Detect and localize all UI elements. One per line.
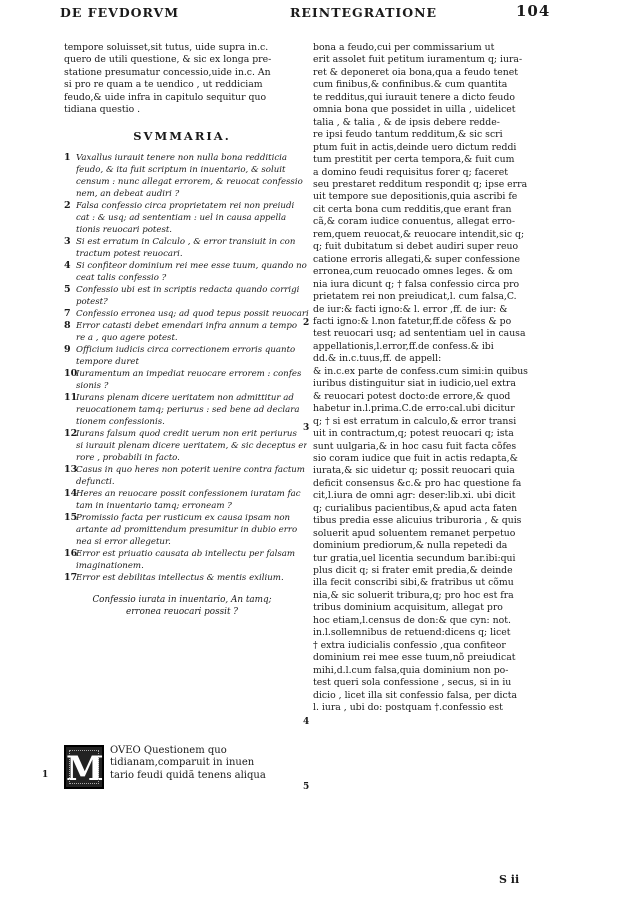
text-line: cit certa bona cum redditis,que erant fran (313, 203, 512, 215)
summaria-number: 9 (64, 344, 71, 356)
summaria-item (64, 392, 300, 428)
summaria-number: 13 (64, 464, 78, 476)
summaria-line: Vaxallus iurauit tenere non nulla bona redditicia (76, 153, 288, 164)
summaria-item (64, 152, 303, 200)
text-line: te redditus,qui iurauit tenere a dicto feudo (313, 91, 515, 103)
text-line: si pro re quam a te uendico , ut reddiciam (64, 79, 263, 91)
text-line: tidianam,comparuit in inuen (110, 757, 255, 769)
text-line: quero de utili questione, & sic ex longa pre- (64, 54, 272, 66)
summaria-line: defuncti. (76, 477, 115, 488)
left-column (64, 42, 309, 618)
summaria-text (76, 236, 300, 260)
summaria-text (76, 464, 305, 488)
text-line: test queri sola confessione , secus, si in iu (313, 677, 512, 689)
summaria-text (76, 392, 300, 428)
margin-number: 1 (42, 770, 49, 780)
summaria-number: 2 (64, 200, 71, 212)
summaria-text (76, 344, 300, 368)
summaria-line: potest? (76, 297, 108, 308)
summaria-line: reuocationem tamq; periurus : sed bene ad declara (76, 405, 300, 416)
running-header (60, 2, 550, 24)
summaria-line: Error catasti debet emendari infra annum a tempo (76, 321, 298, 332)
summaria-text (76, 488, 301, 512)
text-line: cã,& coram iudice conuentus, allegat erro- (313, 216, 516, 228)
text-line: omnia bona que possidet in uilla , uidelicet (313, 104, 516, 116)
text-line: dominium rei mee esse tuum,nõ preiudicat (313, 652, 516, 664)
text-line: uit tempore sue depositionis,quia ascribi fe (313, 191, 518, 203)
text-line: q; fuit dubitatum si debet audiri super reuo (313, 241, 519, 253)
text-line: iurata,& sic uidetur q; possit reuocari quia (313, 465, 515, 477)
summaria-line: Iurans falsum quod credit uerum non erit periurus (76, 429, 297, 440)
summaria-item (64, 260, 307, 284)
summaria-line: imaginationem. (76, 561, 144, 572)
summaria-number: 17 (64, 572, 78, 584)
summaria-number: 10 (64, 368, 78, 380)
text-line: appellationis,l.error,ff.de confess.& ibi (313, 340, 494, 352)
page-number: 104 (516, 2, 551, 20)
summaria-item (64, 488, 300, 512)
summaria-item (64, 368, 300, 392)
summaria-number: 7 (64, 308, 71, 320)
summaria-line: Heres an reuocare possit confessionem iuratam fac (76, 489, 301, 500)
summaria-line: ceat talis confessio ? (76, 273, 167, 284)
summaria-item (64, 236, 300, 260)
summaria-item (64, 308, 309, 320)
text-line: cum finibus,& confinibus.& cum quantita (313, 79, 508, 91)
summaria-text (76, 512, 300, 548)
text-line: rem,quem reuocat,& reuocare intendit,sic q; (313, 228, 525, 240)
text-line: statione presumatur concessio,uide in.c. An (64, 66, 271, 78)
summaria-line: Confessio ubi est in scriptis redacta quando corrigi (76, 285, 300, 296)
right-column (313, 42, 543, 714)
summaria-heading: SVMMARIA. (133, 129, 231, 143)
text-line: tur gratia,uel licentia secundum bar.ibi:qui (313, 552, 516, 564)
margin-number: 4 (303, 717, 310, 727)
summaria-number: 15 (64, 512, 78, 524)
text-line: OVEO Questionem quo (110, 745, 227, 756)
text-line: mihi,d.l.cum falsa,quia dominium non po- (313, 664, 509, 676)
summaria-item (64, 548, 300, 572)
text-line: dd.& in.c.tuus,ff. de appell: (313, 353, 442, 365)
text-line: plus dicit q; si frater emit predia,& deinde (313, 565, 513, 577)
summaria-number: 16 (64, 548, 78, 560)
summaria-line: tionis reuocari potest. (76, 225, 173, 236)
summaria-line: artante ad promittendum presumitur in dubio erro (76, 525, 298, 536)
summaria-line: Promissio facta per rusticum ex causa ipsam non (76, 513, 291, 524)
intro-paragraph (64, 42, 300, 117)
summaria-item (64, 320, 300, 344)
summaria-line: re a , quo agere potest. (76, 333, 178, 344)
summaria-line: Iuramentum an impediat reuocare errorem : confes (76, 369, 302, 380)
text-line: facti igno:& l.non fatetur,ff.de cõfess & po (313, 315, 512, 327)
text-line: dicio , licet illa sit confessio falsa, per dicta (313, 689, 518, 701)
text-line: tempore soluisset,sit tutus, uide supra in.c. (64, 42, 269, 53)
summaria-line: Casus in quo heres non poterit uenire contra factum (76, 465, 305, 476)
summaria-item (64, 284, 300, 308)
summaria-number: 14 (64, 488, 78, 500)
opening-text (110, 745, 266, 782)
margin-number: 5 (303, 782, 310, 792)
text-line: prietatem rei non preiudicat,l. cum falsa,C. (313, 291, 517, 303)
text-line: iuribus distinguitur siat in iudicio,uel extra (313, 378, 516, 390)
rubric-line: erronea reuocari possit ? (125, 607, 238, 618)
text-line: & reuocari potest docto:de errore,& quod (313, 390, 511, 402)
summaria-item (64, 344, 300, 368)
summaria-number: 5 (64, 284, 71, 296)
summaria-line: cat : & usq; ad sententiam : uel in causa appella (76, 213, 287, 224)
summaria-line: si iurauit plenam dicere ueritatem, & sic deceptus er (76, 441, 308, 452)
text-line: ptum fuit in actis,deinde uero dictum reddi (313, 141, 517, 153)
margin-number: 2 (303, 318, 310, 328)
rubric (64, 594, 300, 618)
summaria-item (64, 464, 305, 488)
text-line: q; curialibus pacientibus,& apud acta faten (313, 502, 518, 514)
margin-number: 3 (303, 423, 310, 433)
summaria-item (64, 512, 300, 548)
text-line: sio coram iudice que fuit in actis redapta,& (313, 452, 518, 464)
text-line: & in.c.ex parte de confess.cum simi:in quibus (313, 365, 528, 377)
summaria-number: 1 (64, 152, 71, 164)
text-line: hoc etiam,l.census de don:& que cyn: not. (313, 614, 511, 626)
text-line: ret & deponeret oia bona,qua a feudo tenet (313, 66, 518, 78)
summaria-text (76, 284, 300, 308)
text-line: cit,l.iura de omni agr: deser:lib.xi. ubi dicit (313, 490, 516, 502)
summaria-line: Falsa confessio circa proprietatem rei non preiudi (76, 201, 295, 212)
summaria-line: nea si error allegetur. (76, 537, 171, 548)
summaria-line: Si est erratum in Calculo , & error transiuit in con (76, 237, 296, 248)
text-line: erronea,cum reuocado omnes leges. & om (313, 266, 513, 278)
text-line: deficit consensus &c.& pro hac questione fa (313, 477, 522, 489)
header-center-title: REINTEGRATIONE (290, 5, 438, 20)
text-line: tibus predia esse alicuius triburoria , & quis (313, 515, 522, 527)
summaria-line: Error est priuatio causata ab intellectu per falsam (76, 549, 296, 560)
text-line: dominium prediorum,& nulla repetedi da (313, 540, 508, 552)
text-line: re ipsi feudo tantum redditum,& sic scri (313, 129, 503, 141)
text-line: in.l.sollemnibus de retuend:dicens q; licet (313, 627, 511, 639)
text-line: tribus dominium acquisitum, allegat pro (313, 602, 503, 614)
text-line: soluerit apud soluentem remanet perpetuo (313, 527, 516, 539)
summaria-list (64, 152, 309, 584)
summaria-line: feudo, & ita fuit scriptum in inuentario, & soluit (76, 165, 286, 176)
summaria-item (64, 428, 308, 464)
summaria-number: 12 (64, 428, 78, 440)
summaria-text (76, 572, 300, 584)
summaria-line: Officium iudicis circa correctionem erroris quanto (76, 345, 296, 356)
text-line: illa fecit conscribi sibi,& fratribus ut cõmu (313, 577, 514, 589)
signature-mark: S ii (499, 873, 520, 886)
text-line: tario feudi quidã tenens aliqua (110, 769, 266, 781)
text-line: sunt uulgaria,& in hoc casu fuit facta cõfes (313, 440, 517, 452)
summaria-line: Error est debilitas intellectus & mentis exilium. (76, 573, 284, 584)
decorated-initial: M (64, 745, 104, 789)
summaria-text (76, 320, 300, 344)
text-line: † extra iudicialis confessio ,qua confiteor (313, 639, 506, 651)
text-line: a domino feudi requisitus forer q; faceret (313, 166, 509, 178)
summaria-text (76, 428, 307, 464)
text-line: uit in contractum,q; potest reuocari q; ista (313, 428, 514, 440)
header-left-title: DE FEVDORVM (60, 5, 180, 20)
opening-paragraph (64, 745, 300, 805)
text-line: tidiana questio . (64, 104, 141, 116)
text-line: q; † si est erratum in calculo,& error transi (313, 415, 517, 427)
summaria-text (76, 368, 301, 392)
summaria-number: 3 (64, 236, 71, 248)
text-line: tum prestitit per certa tempora,& fuit cum (313, 154, 515, 166)
summaria-text (76, 152, 303, 200)
text-line: nia iura dicunt q; † falsa confessio circa pro (313, 278, 520, 290)
summaria-item (64, 200, 300, 236)
summaria-text (76, 260, 307, 284)
summaria-line: tractum potest reuocari. (76, 249, 183, 260)
summaria-line: censum : nunc allegat errorem, & reuocat confessio (76, 177, 303, 188)
text-line: talia , & talia , & de ipsis debere redde- (313, 116, 500, 128)
summaria-number: 8 (64, 320, 71, 332)
text-line: erit assolet fuit petitum iuramentum q; iura- (313, 54, 523, 66)
summaria-line: rore , probabili in facto. (76, 453, 180, 464)
text-line: l. iura , ubi do: postquam †.confessio est (313, 702, 503, 714)
summaria-text (76, 548, 300, 572)
summaria-number: 4 (64, 260, 71, 272)
text-line: bona a feudo,cui per commissarium ut (313, 42, 495, 53)
summaria-line: Si confiteor dominium rei mee esse tuum, quando no (76, 261, 307, 272)
summaria-line: Iurans plenam dicere ueritatem non admittitur ad (76, 393, 294, 404)
summaria-number: 11 (64, 392, 78, 404)
summaria-line: sionis ? (76, 381, 109, 392)
summaria-line: nem, an debeat audiri ? (76, 189, 180, 200)
text-line: nia,& sic soluerit tribura,q; pro hoc est fra (313, 589, 514, 601)
summaria-line: tempore duret (76, 357, 139, 368)
summaria-text (76, 308, 309, 320)
summaria-line: tionem confessionis. (76, 417, 165, 428)
text-line: feudo,& uide infra in capitulo sequitur quo (64, 91, 267, 103)
summaria-item (64, 572, 300, 584)
text-line: seu prestaret redditum respondit q; ipse erra (313, 178, 528, 190)
summaria-line: Confessio erronea usq; ad quod tepus possit reuocari (76, 309, 309, 320)
summaria-text (76, 200, 300, 236)
text-line: test reuocari usq; ad sententiam uel in causa (313, 328, 526, 340)
rubric-line: Confessio iurata in inuentario, An tamq; (92, 595, 272, 606)
text-line: habetur in.l.prima.C.de erro:cal.ubi dicitur (313, 403, 515, 415)
text-line: de iur:& facti igno:& l. error ,ff. de iur: & (313, 303, 508, 315)
text-line: catione erroris allegati,& super confessione (313, 253, 520, 265)
summaria-line: tam in inuentario tamq; erroneam ? (76, 501, 232, 512)
